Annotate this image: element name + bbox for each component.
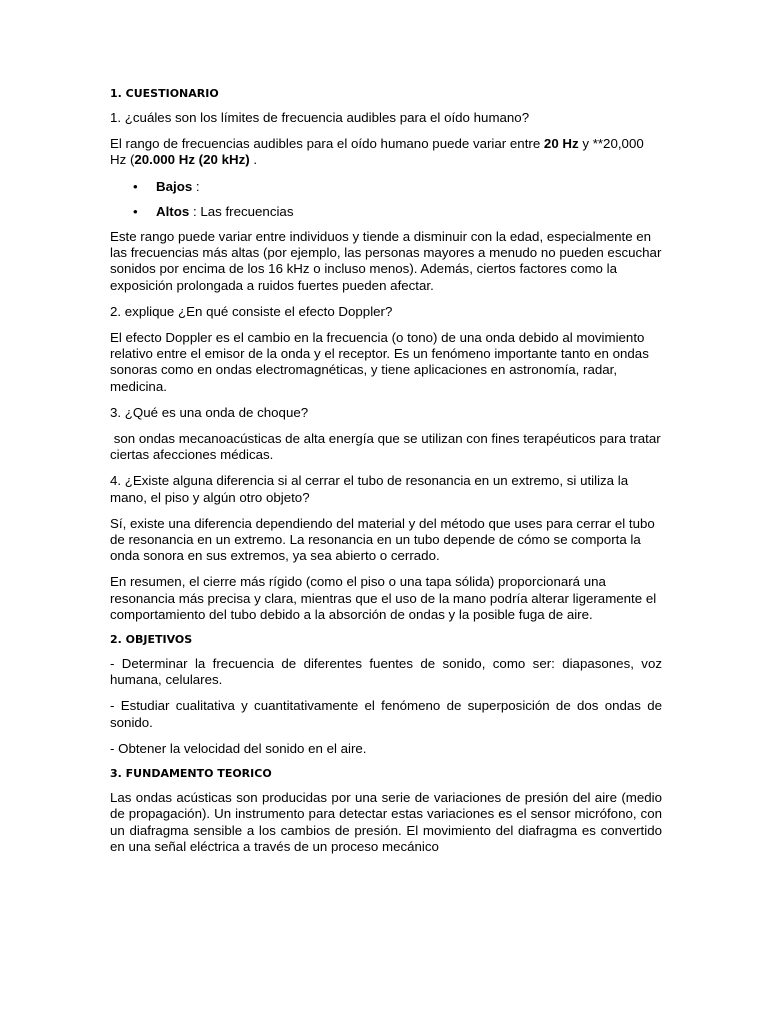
question-3: 3. ¿Qué es una onda de choque? (110, 404, 309, 420)
answer-3: son ondas mecanoacústicas de alta energía que se utilizan con fines terapéuticos para tratar ciertas afecciones médicas. (110, 431, 665, 463)
section-heading-fundamento: 3. FUNDAMENTO TEORICO (110, 767, 272, 781)
question-2: 2. explique ¿En qué consiste el efecto Doppler? (110, 303, 393, 319)
answer-4: Sí, existe una diferencia dependiendo del material y del método que uses para cerrar el tubo de resonancia en un extremo. La resonancia en un tubo depende de cómo se comporta la onda sonora en sus extremos, ya sea abierto o cerrado. (110, 515, 655, 564)
answer-4-more: En resumen, el cierre más rígido (como el piso o una tapa sólida) proporcionará una resonancia más precisa y clara, mientras que el uso de la mano podría alterar ligeramente el comportamiento del tubo debido a la absorción de ondas y la posible fuga de aire. (110, 574, 657, 622)
list-item-label: Altos (156, 203, 190, 219)
bullet-icon: • (133, 203, 138, 219)
list-item-bajos (110, 179, 662, 195)
answer-1-text-end: . (249, 152, 258, 168)
answer-1-bold-low: 20 Hz (543, 136, 579, 152)
list-item-altos (110, 204, 662, 220)
answer-1-text-mid: y **20,000 Hz ( (110, 136, 644, 168)
answer-1-more: Este rango puede variar entre individuos y tiende a disminuir con la edad, especialmente en las frecuencias más altas (por ejemplo, las personas mayores a menudo no pueden escuchar sonidos por encima de los 16 kHz o incluso menos). Además, ciertos factores como la exposición prolongada a ruidos fuertes pueden afectar. (110, 229, 662, 293)
section-heading-cuestionario: 1. CUESTIONARIO (110, 87, 219, 100)
answer-1-text: El rango de frecuencias audibles para el oído humano puede variar entre (110, 136, 544, 152)
bullet-icon: • (133, 178, 138, 194)
frequency-list (110, 179, 662, 220)
list-item-text: : Las frecuencias (189, 203, 294, 219)
objective-item: - Determinar la frecuencia de diferentes fuentes de sonido, como ser: diapasones, voz humana, celulares. (110, 656, 662, 688)
answer-1-bold-high: 20.000 Hz (20 kHz) (134, 152, 250, 168)
list-item-label: Bajos (156, 178, 193, 194)
section-heading-objetivos: 2. OBJETIVOS (110, 633, 193, 647)
objective-item: - Estudiar cualitativa y cuantitativamente el fenómeno de superposición de dos ondas de sonido. (110, 698, 662, 730)
question-4: 4. ¿Existe alguna diferencia si al cerrar el tubo de resonancia en un extremo, si utiliza la mano, el piso y algún otro objeto? (110, 473, 629, 505)
answer-2: El efecto Doppler es el cambio en la frecuencia (o tono) de una onda debido al movimiento relativo entre el emisor de la onda y el receptor. Es un fenómeno importante tanto en ondas sonoras como en ondas electromagnéticas, y tiene aplicaciones en astronomía, radar, medicina. (110, 330, 649, 394)
fundamento-text: Las ondas acústicas son producidas por una serie de variaciones de presión del aire (medio de propagación). Un instrumento para detectar estas variaciones es el sensor micrófono, con un diafragma sensible a los cambios de presión. El movimiento del diafragma es convertido en una señal eléctrica a través de un proceso mecánico (110, 790, 662, 854)
objective-item: - Obtener la velocidad del sonido en el aire. (110, 740, 367, 756)
list-item-text: : (192, 178, 200, 194)
question-1: 1. ¿cuáles son los límites de frecuencia audibles para el oído humano? (110, 110, 530, 125)
answer-1 (110, 136, 662, 168)
